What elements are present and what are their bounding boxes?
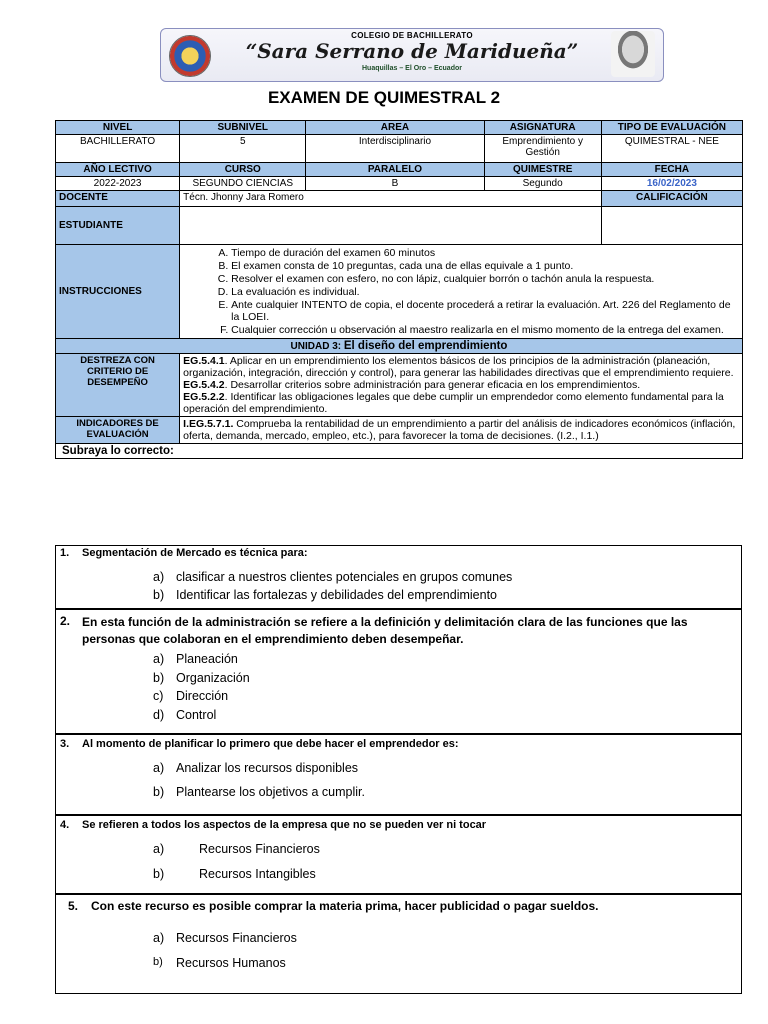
option-text[interactable]: Recursos Financieros — [176, 931, 297, 945]
option-label: b) — [153, 671, 165, 685]
instrucciones-list — [183, 247, 739, 336]
option-label: b) — [153, 956, 163, 968]
instruccion-item: F. Cualquier corrección u observación al maestro realizarla en el mismo momento de la entrega del examen. — [231, 324, 739, 336]
tipo-header: TIPO DE EVALUACIÓN — [601, 121, 742, 135]
question-text: En esta función de la administración se refiere a la definición y delimitación clara de las funciones que las personas que colaboran en el emprendimiento deben desempeñar. — [82, 615, 688, 646]
option-label: a) — [153, 931, 165, 945]
question-3 — [55, 734, 742, 815]
option-text[interactable]: Recursos Humanos — [176, 956, 286, 970]
instrucciones-cell — [180, 245, 743, 339]
option-label: a) — [153, 842, 165, 856]
calificacion-field[interactable] — [601, 207, 742, 245]
area-header: AREA — [306, 121, 484, 135]
subraya-label: Subraya lo correcto: — [56, 444, 743, 459]
destreza-text: . Identificar las obligaciones legales que debe cumplir un emprendedor como elemento fundamental para la operación del emprendimiento. — [183, 391, 724, 415]
estudiante-field[interactable] — [180, 207, 602, 245]
docente-label: DOCENTE — [56, 191, 180, 207]
calificacion-label: CALIFICACIÓN — [601, 191, 742, 207]
area-value: Interdisciplinario — [306, 135, 484, 163]
instruccion-item: B. El examen consta de 10 preguntas, cada una de ellas equivale a 1 punto. — [231, 260, 739, 272]
page-title: EXAMEN DE QUIMESTRAL 2 — [267, 88, 501, 107]
instruccion-item: D. La evaluación es individual. — [231, 286, 739, 298]
subnivel-header: SUBNIVEL — [180, 121, 306, 135]
question-text: Segmentación de Mercado es técnica para: — [82, 547, 308, 559]
question-text: Se refieren a todos los aspectos de la empresa que no se pueden ver ni tocar — [82, 819, 487, 831]
destreza-code: EG.5.4.1 — [183, 355, 225, 367]
question-5 — [55, 894, 742, 994]
estudiante-label: ESTUDIANTE — [56, 207, 180, 245]
lectivo-value: 2022-2023 — [56, 177, 180, 191]
fecha-header: FECHA — [601, 163, 742, 177]
option-label: b) — [153, 867, 165, 881]
destreza-code: EG.5.4.2 — [183, 379, 225, 391]
option-text[interactable]: Identificar las fortalezas y debilidades del emprendimiento — [176, 588, 498, 602]
unidad-label: UNIDAD 3: — [290, 341, 342, 352]
indicadores-label: INDICADORES DE EVALUACIÓN — [56, 417, 180, 444]
lectivo-header: AÑO LECTIVO — [56, 163, 180, 177]
option-text[interactable]: Plantearse los objetivos a cumplir. — [176, 785, 365, 799]
indicador-code: I.EG.5.7.1. — [183, 418, 234, 430]
option-text[interactable]: Control — [176, 708, 217, 722]
question-number: 2. — [60, 614, 71, 628]
question-number: 3. — [60, 738, 70, 750]
curso-header: CURSO — [180, 163, 306, 177]
unidad-row — [56, 339, 743, 354]
option-text[interactable]: Recursos Financieros — [199, 842, 320, 856]
option-text[interactable]: Organización — [176, 671, 250, 685]
option-label: c) — [153, 689, 164, 703]
portrait-icon — [611, 31, 655, 77]
school-top-label: COLEGIO DE BACHILLERATO — [351, 31, 473, 40]
option-text[interactable]: clasificar a nuestros clientes potenciales en grupos comunes — [176, 570, 513, 584]
question-4 — [55, 815, 742, 894]
option-text[interactable]: Analizar los recursos disponibles — [176, 761, 359, 775]
instrucciones-label: INSTRUCCIONES — [56, 245, 180, 339]
school-banner — [160, 28, 664, 82]
option-label: a) — [153, 761, 165, 775]
question-number: 5. — [68, 899, 79, 913]
nivel-header: NIVEL — [56, 121, 180, 135]
destreza-text: . Aplicar en un emprendimiento los elementos básicos de los principios de la administración (planeación, organización, integración, dirección y control), para generar las habilidades directivas que el emprendimiento requiere. — [183, 355, 734, 379]
destreza-code: EG.5.2.2 — [183, 391, 225, 403]
quimestre-value: Segundo — [484, 177, 601, 191]
question-number: 4. — [60, 819, 70, 831]
instruccion-item: C. Resolver el examen con esfero, no con lápiz, cualquier borrón o tachón anula la respuesta. — [231, 273, 739, 285]
tipo-value: QUIMESTRAL - NEE — [601, 135, 742, 163]
nivel-value: BACHILLERATO — [56, 135, 180, 163]
question-text: Al momento de planificar lo primero que debe hacer el emprendedor es: — [82, 738, 459, 750]
question-1 — [55, 545, 742, 609]
option-text[interactable]: Recursos Intangibles — [199, 867, 316, 881]
quimestre-header: QUIMESTRE — [484, 163, 601, 177]
curso-value: SEGUNDO CIENCIAS — [180, 177, 306, 191]
paralelo-value: B — [306, 177, 484, 191]
asignatura-value: Emprendimiento y Gestión — [484, 135, 601, 163]
option-label: b) — [153, 785, 165, 799]
indicador-text: Comprueba la rentabilidad de un emprendimiento a partir del análisis de indicadores económicos (inflación, oferta, demanda, mercado, empleo, etc.), para favorecer la toma de decisiones. (I.2., I.1.) — [183, 418, 736, 442]
question-text: Con este recurso es posible comprar la materia prima, hacer publicidad o pagar sueldos. — [91, 899, 599, 913]
question-2 — [55, 609, 742, 734]
question-number: 1. — [60, 547, 70, 559]
subnivel-value: 5 — [180, 135, 306, 163]
fecha-value: 16/02/2023 — [601, 177, 742, 191]
school-location: Huaquillas – El Oro – Ecuador — [362, 65, 462, 72]
paralelo-header: PARALELO — [306, 163, 484, 177]
option-label: b) — [153, 588, 165, 602]
option-label: a) — [153, 570, 165, 584]
instruccion-item: E. Ante cualquier INTENTO de copia, el docente procederá a retirar la evaluación. Art. 226 del Reglamento de la LOEI. — [231, 299, 739, 323]
indicadores-cell — [180, 417, 743, 444]
destreza-cell — [180, 354, 743, 417]
docente-value: Técn. Jhonny Jara Romero — [180, 191, 602, 207]
instruccion-item: A. Tiempo de duración del examen 60 minutos — [231, 247, 739, 259]
destreza-text: . Desarrollar criterios sobre administración para generar eficacia en los emprendimientos. — [224, 379, 641, 391]
option-label: a) — [153, 652, 165, 666]
exam-info-table — [55, 120, 743, 459]
option-text[interactable]: Dirección — [176, 689, 229, 703]
asignatura-header: ASIGNATURA — [484, 121, 601, 135]
option-text[interactable]: Planeación — [176, 652, 238, 666]
school-name: “Sara Serrano de Mariduеña” — [245, 39, 579, 63]
option-label: d) — [153, 708, 165, 722]
unidad-title: El diseño del emprendimiento — [343, 340, 508, 352]
destreza-label: DESTREZA CON CRITERIO DE DESEMPEÑO — [56, 354, 180, 417]
